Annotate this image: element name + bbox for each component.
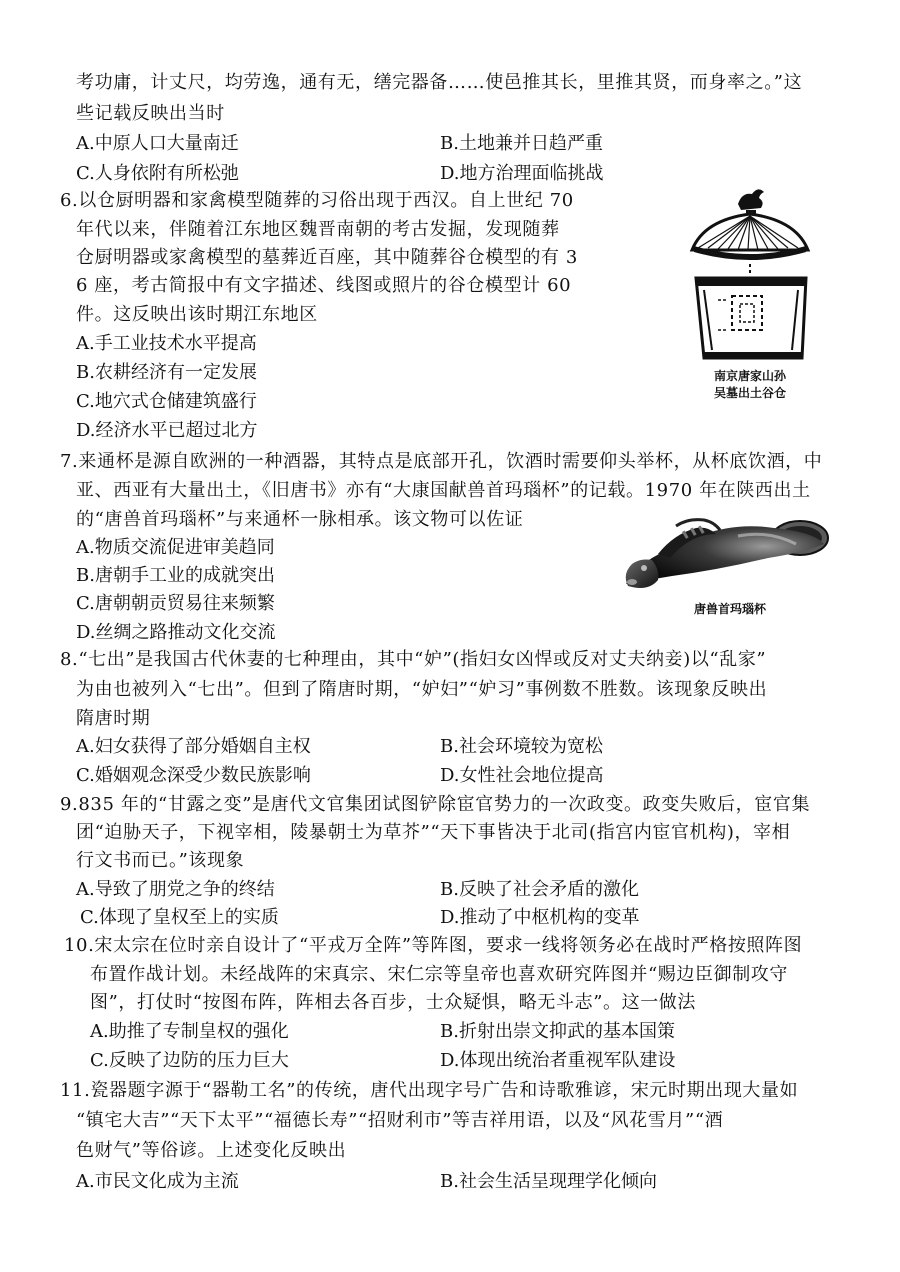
question-text-line: 年代以来，伴随着江东地区魏晋南朝的考古发掘，发现随葬 bbox=[76, 219, 560, 240]
option-a[interactable]: A.中原人口大量南迁 bbox=[76, 133, 239, 154]
question-text-line: 行文书而已。”该现象 bbox=[76, 850, 245, 871]
option-a[interactable]: A.物质交流促进审美趋同 bbox=[76, 537, 275, 558]
option-a[interactable]: A.助推了专制皇权的强化 bbox=[90, 1021, 289, 1042]
option-d[interactable]: D.丝绸之路推动文化交流 bbox=[76, 622, 276, 643]
figure-caption: 唐兽首玛瑙杯 bbox=[693, 602, 766, 616]
agate-rhyton-figure bbox=[618, 514, 832, 596]
question-text-line: 10.宋太宗在位时亲自设计了“平戎万全阵”等阵图，要求一线将领务必在战时严格按照阵图 bbox=[64, 935, 803, 956]
question-text-line: 仓厨明器或家禽模型的墓葬近百座，其中随葬谷仓模型的有 3 bbox=[76, 247, 578, 268]
question-text-line: 8.“七出”是我国古代休妻的七种理由，其中“妒”(指妇女凶悍或反对丈夫纳妾)以“乱家” bbox=[60, 649, 767, 670]
option-a[interactable]: A.妇女获得了部分婚姻自主权 bbox=[76, 736, 311, 757]
option-d[interactable]: D.地方治理面临挑战 bbox=[440, 163, 604, 184]
question-text-line: 6.以仓厨明器和家禽模型随葬的习俗出现于西汉。自上世纪 70 bbox=[60, 190, 574, 211]
option-d[interactable]: D.推动了中枢机构的变革 bbox=[440, 907, 640, 928]
option-b[interactable]: B.反映了社会矛盾的激化 bbox=[440, 879, 639, 900]
option-b[interactable]: B.折射出崇文抑武的基本国策 bbox=[440, 1021, 675, 1042]
question-text-line: 考功庸，计丈尺，均劳逸，通有无，缮完器备……使邑推其长，里推其贤，而身率之。”这 bbox=[76, 72, 803, 93]
question-text-line: 色财气”等俗谚。上述变化反映出 bbox=[76, 1140, 347, 1161]
option-d[interactable]: D.体现出统治者重视军队建设 bbox=[440, 1050, 676, 1071]
option-c[interactable]: C.地穴式仓储建筑盛行 bbox=[76, 391, 257, 412]
option-d[interactable]: D.女性社会地位提高 bbox=[440, 765, 604, 786]
option-c[interactable]: C.反映了边防的压力巨大 bbox=[90, 1050, 289, 1071]
question-text-line: “镇宅大吉”“天下太平”“福德长寿”“招财利市”等吉祥用语，以及“风花雪月”“酒 bbox=[76, 1110, 724, 1131]
question-text-line: 图”，打仗时“按图布阵，阵相去各百步，士众疑惧，略无斗志”。这一做法 bbox=[90, 992, 697, 1013]
option-c[interactable]: C.人身依附有所松弛 bbox=[76, 163, 239, 184]
question-text-line: 些记载反映出当时 bbox=[76, 103, 225, 124]
question-text-line: 隋唐时期 bbox=[76, 708, 151, 729]
question-text-line: 布置作战计划。未经战阵的宋真宗、宋仁宗等皇帝也喜欢研究阵图并“赐边臣御制攻守 bbox=[90, 964, 788, 985]
figure-caption: 南京唐家山孙 bbox=[713, 369, 786, 383]
option-b[interactable]: B.土地兼并日趋严重 bbox=[440, 133, 603, 154]
question-text-line: 7.来通杯是源自欧洲的一种酒器，其特点是底部开孔，饮酒时需要仰头举杯，从杯底饮酒，中 bbox=[60, 451, 823, 472]
option-b[interactable]: B.农耕经济有一定发展 bbox=[76, 362, 257, 383]
option-b[interactable]: B.社会生活呈现理学化倾向 bbox=[440, 1171, 657, 1192]
question-text-line: 亚、西亚有大量出土，《旧唐书》亦有“大康国献兽首玛瑙杯”的记载。1970 年在陕西出土 bbox=[76, 480, 811, 501]
figure-caption: 吴墓出土谷仓 bbox=[713, 386, 786, 400]
question-text-line: 11.瓷器题字源于“器勒工名”的传统，唐代出现字号广告和诗歌雅谚，宋元时期出现大量如 bbox=[60, 1080, 799, 1101]
question-text-line: 6 座，考古简报中有文字描述、线图或照片的谷仓模型计 60 bbox=[76, 275, 572, 296]
granary-model-figure bbox=[682, 180, 818, 366]
question-text-line: 团“迫胁天子，下视宰相，陵暴朝士为草芥”“天下事皆决于北司(指宫内宦官机构)，宰相 bbox=[76, 822, 791, 843]
question-text-line: 9.835 年的“甘露之变”是唐代文官集团试图铲除宦官势力的一次政变。政变失败后，宦官集 bbox=[60, 794, 811, 815]
question-text-line: 件。这反映出该时期江东地区 bbox=[76, 304, 318, 325]
option-d[interactable]: D.经济水平已超过北方 bbox=[76, 420, 258, 441]
option-c[interactable]: C.婚姻观念深受少数民族影响 bbox=[76, 765, 311, 786]
option-c[interactable]: C.体现了皇权至上的实质 bbox=[80, 907, 279, 928]
question-text-line: 为由也被列入“七出”。但到了隋唐时期，“妒妇”“妒习”事例数不胜数。该现象反映出 bbox=[76, 679, 768, 700]
option-b[interactable]: B.社会环境较为宽松 bbox=[440, 736, 603, 757]
option-b[interactable]: B.唐朝手工业的成就突出 bbox=[76, 565, 275, 586]
option-a[interactable]: A.导致了朋党之争的终结 bbox=[76, 879, 275, 900]
question-text-line: 的“唐兽首玛瑙杯”与来通杯一脉相承。该文物可以佐证 bbox=[76, 509, 524, 530]
option-a[interactable]: A.手工业技术水平提高 bbox=[76, 333, 257, 354]
option-c[interactable]: C.唐朝朝贡贸易往来频繁 bbox=[76, 593, 275, 614]
option-a[interactable]: A.市民文化成为主流 bbox=[76, 1171, 239, 1192]
